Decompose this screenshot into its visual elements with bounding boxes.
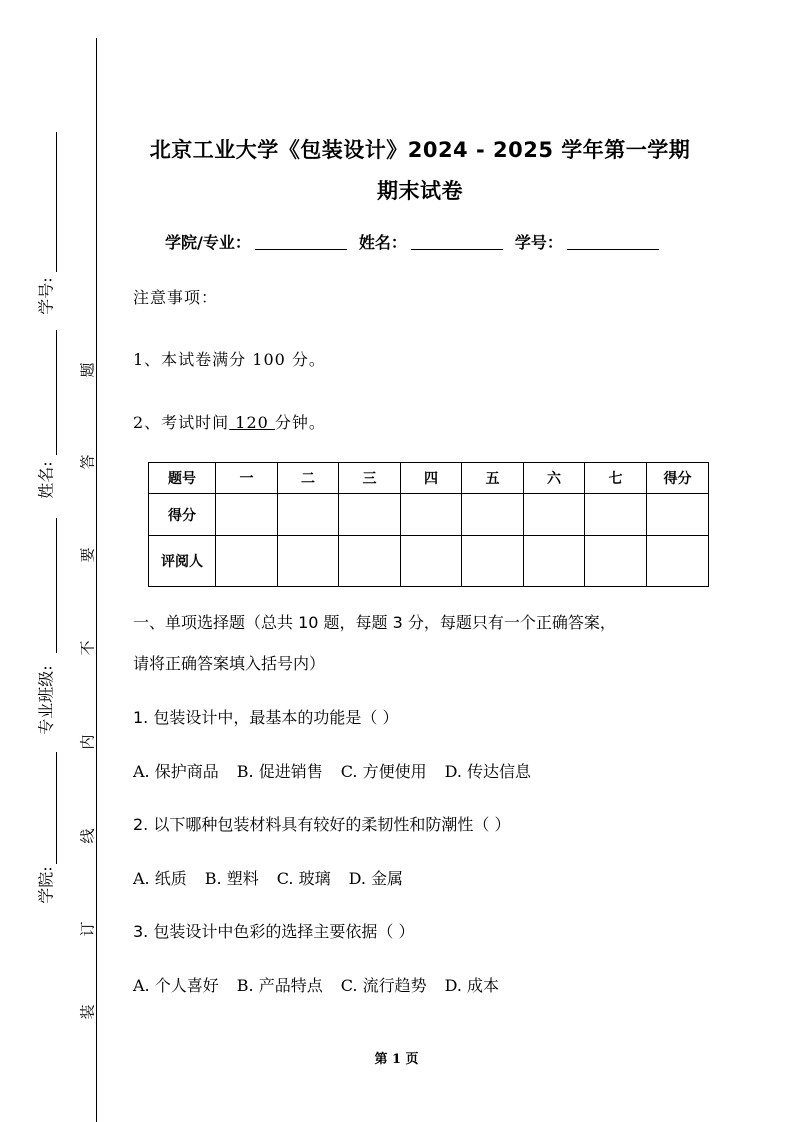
table-header-cell: 七 (585, 463, 647, 494)
exam-title-line2: 期末试卷 (377, 179, 463, 203)
exam-duration: 120 (229, 413, 275, 432)
exam-title: 北京工业大学《包装设计》2024 - 2025 学年第一学期 (149, 138, 691, 162)
score-cell[interactable] (401, 494, 462, 536)
student-info-row (165, 231, 671, 253)
reviewer-cell[interactable] (647, 536, 709, 587)
question-options (133, 866, 403, 889)
college-major-field[interactable] (255, 248, 347, 250)
seal-char: 装 (78, 1004, 97, 1020)
score-cell[interactable] (216, 494, 278, 536)
score-cell[interactable] (524, 494, 585, 536)
note-item-2-suffix: 分钟。 (274, 413, 326, 432)
reviewer-cell[interactable] (524, 536, 585, 587)
option-a[interactable]: A. 个人喜好 (133, 976, 219, 995)
table-row (149, 494, 709, 536)
option-c[interactable]: C. 玻璃 (276, 869, 331, 888)
table-row-label: 得分 (149, 494, 216, 536)
binding-college-label: 学院: (36, 866, 56, 904)
seal-char: 题 (78, 362, 97, 378)
seal-char: 内 (78, 734, 97, 750)
binding-line (96, 38, 97, 1122)
college-major-label: 学院/专业： (165, 233, 251, 252)
table-header-cell: 四 (401, 463, 462, 494)
section-heading-line2: 请将正确答案填入括号内） (133, 654, 326, 673)
reviewer-cell[interactable] (585, 536, 647, 587)
score-cell[interactable] (278, 494, 339, 536)
note-item-2 (133, 410, 326, 433)
score-cell[interactable] (585, 494, 647, 536)
binding-name-blank (56, 330, 57, 455)
binding-major-class-blank (56, 518, 57, 653)
note-item-2-prefix: 2、考试时间 (133, 413, 230, 432)
binding-major-class-label: 专业班级: (36, 665, 56, 735)
note-item-1: 1、本试卷满分 100 分。 (133, 350, 326, 369)
seal-char: 要 (78, 547, 97, 563)
option-d[interactable]: D. 传达信息 (444, 762, 532, 781)
table-header-cell: 一 (216, 463, 278, 494)
table-header-cell: 题号 (149, 463, 216, 494)
binding-student-id-label: 学号: (36, 277, 56, 315)
question-stem: 3. 包装设计中色彩的选择主要依据（ ） (133, 922, 415, 941)
score-cell[interactable] (339, 494, 401, 536)
student-id-field[interactable] (567, 248, 659, 250)
table-row (149, 536, 709, 587)
score-cell[interactable] (462, 494, 524, 536)
reviewer-cell[interactable] (462, 536, 524, 587)
table-row-label: 评阅人 (149, 536, 216, 587)
reviewer-cell[interactable] (339, 536, 401, 587)
score-cell[interactable] (647, 494, 709, 536)
notes-heading: 注意事项： (133, 288, 219, 307)
seal-char: 不 (78, 640, 97, 656)
option-a[interactable]: A. 保护商品 (133, 762, 219, 781)
binding-college-blank (56, 752, 57, 864)
option-d[interactable]: D. 金属 (348, 869, 404, 888)
reviewer-cell[interactable] (401, 536, 462, 587)
table-header-cell: 六 (524, 463, 585, 494)
option-b[interactable]: B. 塑料 (204, 869, 259, 888)
option-c[interactable]: C. 流行趋势 (340, 976, 427, 995)
seal-char: 答 (78, 454, 97, 470)
question-options (133, 759, 531, 782)
option-c[interactable]: C. 方便使用 (340, 762, 427, 781)
score-table-header-row (149, 463, 709, 494)
binding-student-id-blank (56, 132, 57, 272)
seal-char: 订 (78, 921, 97, 937)
table-header-cell: 得分 (647, 463, 709, 494)
table-header-cell: 五 (462, 463, 524, 494)
table-header-cell: 二 (278, 463, 339, 494)
seal-char: 线 (78, 828, 97, 844)
option-b[interactable]: B. 促进销售 (236, 762, 323, 781)
reviewer-cell[interactable] (216, 536, 278, 587)
option-a[interactable]: A. 纸质 (133, 869, 187, 888)
reviewer-cell[interactable] (278, 536, 339, 587)
name-field[interactable] (411, 248, 503, 250)
student-id-label: 学号： (514, 233, 563, 252)
name-label: 姓名： (358, 233, 407, 252)
section-heading: 一、单项选择题（总共 10 题，每题 3 分，每题只有一个正确答案， (133, 613, 616, 632)
question-stem: 1. 包装设计中，最基本的功能是（ ） (133, 708, 399, 727)
option-b[interactable]: B. 产品特点 (236, 976, 323, 995)
question-stem: 2. 以下哪种包装材料具有较好的柔韧性和防潮性（ ） (133, 815, 511, 834)
score-table (148, 462, 709, 587)
page-number: 第 1 页 (374, 1052, 419, 1067)
binding-name-label: 姓名: (36, 461, 56, 499)
question-options (133, 973, 499, 996)
table-header-cell: 三 (339, 463, 401, 494)
option-d[interactable]: D. 成本 (444, 976, 500, 995)
